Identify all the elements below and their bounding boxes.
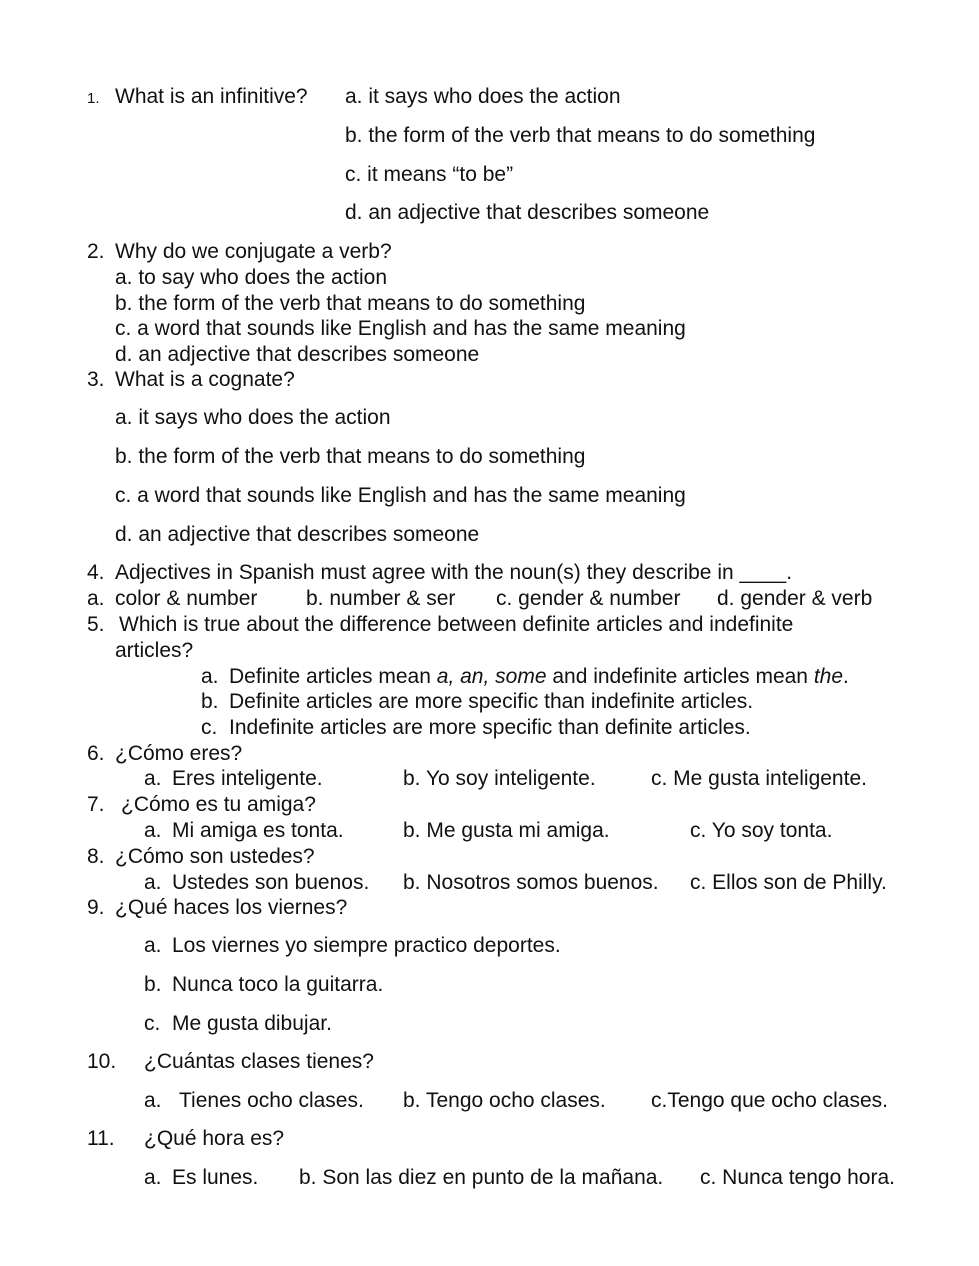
q2-option-c: c. a word that sounds like English and has the same meaning bbox=[115, 317, 686, 340]
q6-question: ¿Cómo eres? bbox=[115, 742, 243, 765]
q2-number: 2. bbox=[87, 240, 105, 263]
q9-option-c-letter: c. bbox=[144, 1012, 161, 1035]
q8-option-b: b. Nosotros somos buenos. bbox=[403, 871, 659, 894]
q4-question: Adjectives in Spanish must agree with the noun(s) they describe in ____. bbox=[115, 561, 793, 584]
q10-number: 10. bbox=[87, 1050, 117, 1073]
q10-option-b: b. Tengo ocho clases. bbox=[403, 1089, 606, 1112]
q4-number: 4. bbox=[87, 561, 105, 584]
q5-option-a: Definite articles mean a, an, some and indefinite articles mean the. bbox=[229, 665, 849, 688]
q5-option-a-letter: a. bbox=[201, 665, 219, 688]
q11-option-a-letter: a. bbox=[144, 1166, 162, 1189]
q7-option-a: Mi amiga es tonta. bbox=[172, 819, 344, 842]
q11-question: ¿Qué hora es? bbox=[144, 1127, 285, 1150]
q7-question: ¿Cómo es tu amiga? bbox=[121, 793, 316, 816]
q8-option-a-letter: a. bbox=[144, 871, 162, 894]
q6-option-a: Eres inteligente. bbox=[172, 767, 323, 790]
q10-question: ¿Cuántas clases tienes? bbox=[144, 1050, 374, 1073]
q2-question: Why do we conjugate a verb? bbox=[115, 240, 392, 263]
q1-option-d: d. an adjective that describes someone bbox=[345, 201, 710, 224]
q9-option-a-letter: a. bbox=[144, 934, 162, 957]
q1-option-c: c. it means “to be” bbox=[345, 163, 514, 186]
q5-option-b-letter: b. bbox=[201, 690, 219, 713]
q11-number: 11. bbox=[87, 1127, 115, 1150]
q9-option-b: Nunca toco la guitarra. bbox=[172, 973, 384, 996]
q8-number: 8. bbox=[87, 845, 105, 868]
q2-option-b: b. the form of the verb that means to do something bbox=[115, 292, 586, 315]
q11-option-a: Es lunes. bbox=[172, 1166, 259, 1189]
q6-option-b: b. Yo soy inteligente. bbox=[403, 767, 596, 790]
q2-option-d: d. an adjective that describes someone bbox=[115, 343, 480, 366]
q1-number: 1. bbox=[87, 90, 100, 107]
q5-question-line2: articles? bbox=[115, 639, 194, 662]
q5-question-line1: Which is true about the difference between definite articles and indefinite bbox=[119, 613, 794, 636]
q5-option-c: Indefinite articles are more specific than definite articles. bbox=[229, 716, 751, 739]
q9-option-a: Los viernes yo siempre practico deportes. bbox=[172, 934, 561, 957]
q11-option-c: c. Nunca tengo hora. bbox=[700, 1166, 895, 1189]
q1-option-a: a. it says who does the action bbox=[345, 85, 621, 108]
q4-option-a: color & number bbox=[115, 587, 258, 610]
q9-number: 9. bbox=[87, 896, 105, 919]
q1-question: What is an infinitive? bbox=[115, 85, 308, 108]
q9-question: ¿Qué haces los viernes? bbox=[115, 896, 348, 919]
q8-option-a: Ustedes son buenos. bbox=[172, 871, 370, 894]
q6-number: 6. bbox=[87, 742, 105, 765]
q5-option-c-letter: c. bbox=[201, 716, 218, 739]
q6-option-a-letter: a. bbox=[144, 767, 162, 790]
q2-option-a: a. to say who does the action bbox=[115, 266, 388, 289]
q10-option-c: c.Tengo que ocho clases. bbox=[651, 1089, 888, 1112]
q3-option-b: b. the form of the verb that means to do something bbox=[115, 445, 586, 468]
q3-number: 3. bbox=[87, 368, 105, 391]
q11-option-b: b. Son las diez en punto de la mañana. bbox=[299, 1166, 664, 1189]
q7-number: 7. bbox=[87, 793, 105, 816]
q4-option-a-letter: a. bbox=[87, 587, 105, 610]
q7-option-b: b. Me gusta mi amiga. bbox=[403, 819, 610, 842]
q9-option-b-letter: b. bbox=[144, 973, 162, 996]
q10-option-a: Tienes ocho clases. bbox=[179, 1089, 364, 1112]
q5-number: 5. bbox=[87, 613, 105, 636]
q4-option-d: d. gender & verb bbox=[717, 587, 873, 610]
q3-question: What is a cognate? bbox=[115, 368, 295, 391]
q7-option-c: c. Yo soy tonta. bbox=[690, 819, 833, 842]
q6-option-c: c. Me gusta inteligente. bbox=[651, 767, 867, 790]
q4-option-c: c. gender & number bbox=[496, 587, 681, 610]
q3-option-c: c. a word that sounds like English and has the same meaning bbox=[115, 484, 686, 507]
q3-option-a: a. it says who does the action bbox=[115, 406, 391, 429]
q9-option-c: Me gusta dibujar. bbox=[172, 1012, 332, 1035]
q7-option-a-letter: a. bbox=[144, 819, 162, 842]
q1-option-b: b. the form of the verb that means to do something bbox=[345, 124, 816, 147]
q8-question: ¿Cómo son ustedes? bbox=[115, 845, 315, 868]
q4-option-b: b. number & ser bbox=[306, 587, 456, 610]
q10-option-a-letter: a. bbox=[144, 1089, 162, 1112]
q8-option-c: c. Ellos son de Philly. bbox=[690, 871, 887, 894]
q5-option-b: Definite articles are more specific than indefinite articles. bbox=[229, 690, 754, 713]
q3-option-d: d. an adjective that describes someone bbox=[115, 523, 480, 546]
